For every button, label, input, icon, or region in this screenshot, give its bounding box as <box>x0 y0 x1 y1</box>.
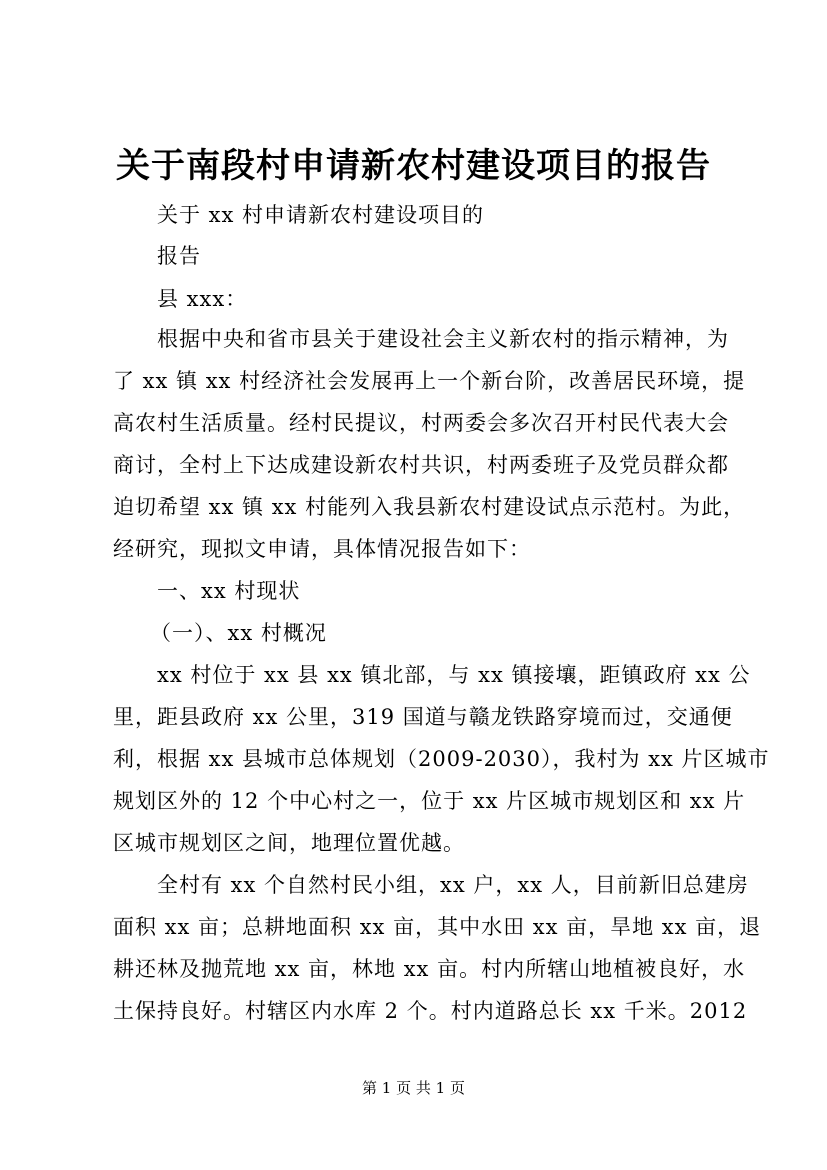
paragraph-line: 里，距县政府 xx 公里，319 国道与赣龙铁路穿境而过，交通便 <box>113 705 733 729</box>
page-footer: 第 1 页 共 1 页 <box>362 1079 465 1097</box>
paragraph-line: 高农村生活质量。经村民提议，村两委会多次召开村民代表大会 <box>113 411 729 435</box>
paragraph-line: 了 xx 镇 xx 村经济社会发展再上一个新台阶，改善居民环境，提 <box>113 369 746 393</box>
paragraph-line: 利，根据 xx 县城市总体规划（2009-2030），我村为 xx 片区城市 <box>113 747 770 771</box>
paragraph-line: 根据中央和省市县关于建设社会主义新农村的指示精神，为 <box>157 327 729 351</box>
subsection-heading: （一）、xx 村概况 <box>150 621 327 645</box>
paragraph-line: 区城市规划区之间，地理位置优越。 <box>113 831 465 855</box>
section-heading: 一、xx 村现状 <box>157 579 301 603</box>
paragraph-line: 面积 xx 亩；总耕地面积 xx 亩，其中水田 xx 亩，旱地 xx 亩，退 <box>113 915 762 939</box>
salutation: 县 xxx： <box>157 287 248 311</box>
paragraph-line: 全村有 xx 个自然村民小组，xx 户，xx 人，目前新旧总建房 <box>157 873 749 897</box>
paragraph-line: 土保持良好。村辖区内水库 2 个。村内道路总长 xx 千米。2012 <box>113 999 748 1023</box>
paragraph-line: xx 村位于 xx 县 xx 镇北部，与 xx 镇接壤，距镇政府 xx 公 <box>157 663 751 687</box>
paragraph-line: 耕还林及抛荒地 xx 亩，林地 xx 亩。村内所辖山地植被良好，水 <box>113 957 746 981</box>
document-title: 关于南段村申请新农村建设项目的报告 <box>116 146 711 186</box>
subject-line-2: 报告 <box>157 244 201 268</box>
paragraph-line: 经研究，现拟文申请，具体情况报告如下： <box>113 537 531 561</box>
subject-line-1: 关于 xx 村申请新农村建设项目的 <box>157 203 485 227</box>
paragraph-line: 规划区外的 12 个中心村之一，位于 xx 片区城市规划区和 xx 片 <box>113 789 746 813</box>
paragraph-line: 迫切希望 xx 镇 xx 村能列入我县新农村建设试点示范村。为此， <box>113 495 746 519</box>
paragraph-line: 商讨，全村上下达成建设新农村共识，村两委班子及党员群众都 <box>113 453 729 477</box>
